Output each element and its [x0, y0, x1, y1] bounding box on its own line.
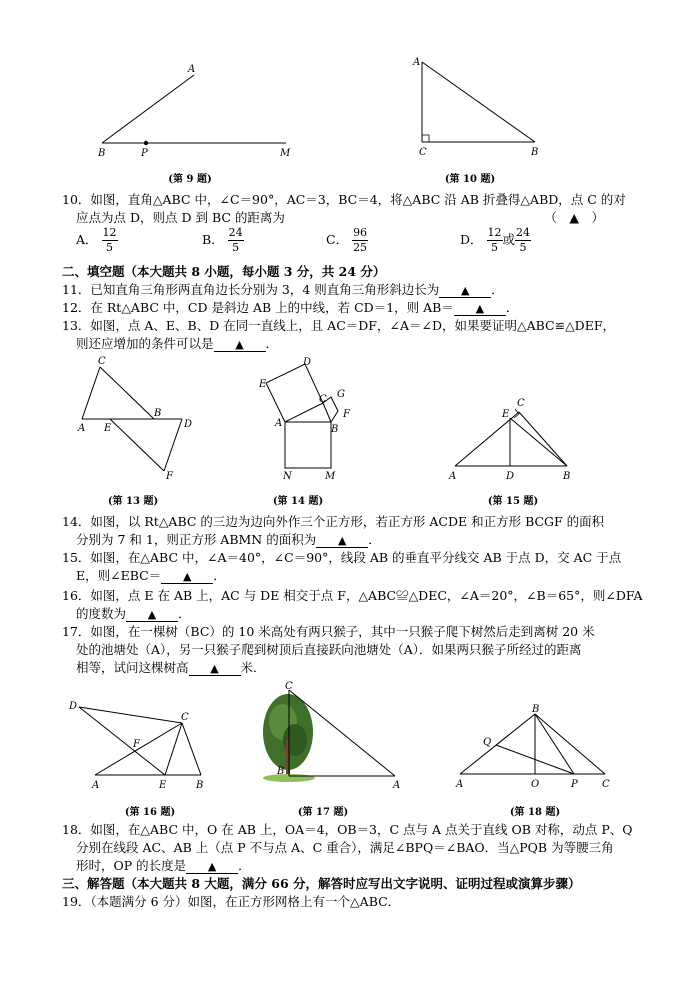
answer-blank: ▲: [186, 860, 238, 874]
svg-text:Q: Q: [483, 737, 492, 748]
label-B: B: [98, 148, 106, 159]
answer-blank: ▲: [126, 608, 178, 622]
q16-line2: 的度数为 ▲ ．: [76, 606, 191, 621]
option-a-fraction: $\frac{12}{5}$: [102, 226, 117, 254]
caption-18: (第 18 题): [509, 807, 561, 818]
label-C: C: [419, 147, 427, 158]
svg-text:B: B: [196, 780, 204, 791]
q10-options: [76, 226, 596, 264]
svg-text:D: D: [184, 419, 193, 430]
answer-blank: ▲: [454, 302, 506, 316]
q11: 11．已知直角三角形两直角边长分别为 3，4 则直角三角形斜边长为 ▲ ．: [62, 282, 504, 297]
svg-text:G: G: [337, 389, 345, 400]
option-c-fraction: $\frac{96}{25}$: [353, 226, 368, 254]
label-B: B: [531, 147, 539, 158]
svg-text:D: D: [506, 471, 515, 482]
figure-14: [255, 355, 365, 485]
section-3-heading: 三、解答题（本大题共 8 大题，满分 66 分，解答时应写出文字说明、证明过程或演算步骤）: [62, 876, 581, 891]
q15-line1: 15．如图，在△ABC 中，∠A＝40°，∠C＝90°，线段 AB 的垂直平分线交 AB 于点 D，交 AC 于点: [62, 550, 622, 565]
caption-9: (第 9 题): [168, 174, 212, 185]
option-b: B． $\frac{24}{5}$: [202, 226, 243, 254]
q13-line2: 则还应增加的条件可以是 ▲ ．: [76, 336, 279, 351]
svg-text:A: A: [92, 780, 100, 791]
svg-text:M: M: [325, 471, 336, 482]
q18-line2: 分别在线段 AC、AB 上（点 P 不与点 A、C 重合），满足∠BPQ＝∠BAO．当△PQB 为等腰三角: [76, 840, 614, 855]
q17-line2: 处的池塘处（A），另一只猴子爬到树顶后直接跃向池塘处（A）．如果两只猴子所经过的距离: [76, 642, 582, 657]
option-b-fraction: $\frac{24}{5}$: [228, 226, 243, 254]
figure-13: [70, 355, 200, 485]
label-A: A: [188, 64, 196, 75]
svg-text:F: F: [133, 739, 140, 750]
figure-17: [255, 680, 405, 795]
svg-text:B: B: [331, 424, 339, 435]
caption-16: (第 16 题): [124, 807, 176, 818]
q18-line1: 18．如图，在△ABC 中，O 在 AB 上，OA＝4，OB＝3，C 点与 A 点关于直线 OB 对称，动点 P、Q: [62, 822, 633, 837]
figure-10: [405, 55, 555, 160]
label-P: P: [141, 148, 148, 159]
svg-text:P: P: [571, 779, 578, 790]
q14-line1: 14．如图，以 Rt△ABC 的三边为边向外作三个正方形，若正方形 ACDE 和正方形 BCGF 的面积: [62, 514, 605, 529]
svg-text:D: D: [69, 701, 78, 712]
q18-line3: 形时，OP 的长度是 ▲ ．: [76, 858, 251, 873]
q16-line1: 16．如图，点 E 在 AB 上，AC 与 DE 相交于点 F，△ABC≌△DEC，∠A＝20°，∠B＝65°，则∠DFA: [62, 588, 643, 603]
svg-text:O: O: [531, 779, 540, 790]
answer-blank: ▲: [439, 284, 491, 298]
svg-text:B: B: [563, 471, 571, 482]
svg-text:A: A: [449, 471, 457, 482]
svg-text:C: C: [602, 779, 610, 790]
caption-10: (第 10 题): [444, 174, 496, 185]
svg-text:C: C: [319, 394, 327, 405]
caption-13: (第 13 题): [107, 496, 159, 507]
caption-14: (第 14 题): [272, 496, 324, 507]
svg-text:B: B: [277, 766, 285, 777]
option-c: C． $\frac{96}{25}$: [326, 226, 368, 254]
q15-line2: E，则∠EBC＝ ▲ ．: [76, 568, 226, 583]
svg-text:B: B: [532, 704, 540, 715]
svg-text:A: A: [456, 779, 464, 790]
svg-text:E: E: [502, 409, 510, 420]
caption-17: (第 17 题): [297, 807, 349, 818]
answer-blank: ▲: [316, 534, 368, 548]
option-d: D． $\frac{12}{5}$ 或 $\frac{24}{5}$: [460, 226, 531, 254]
q19: 19．（本题满分 6 分）如图，在正方形网格上有一个△ABC．: [62, 894, 401, 909]
q10-line1: 10．如图，直角△ABC 中，∠C＝90°，AC＝3，BC＝4，将△ABC 沿 AB 折叠得△ABD，点 C 的对: [62, 192, 626, 207]
q10-line2-text: 应点为点 D，则点 D 到 BC 的距离为: [76, 210, 285, 225]
svg-text:A: A: [275, 418, 283, 429]
svg-text:B: B: [154, 408, 162, 419]
answer-blank: ▲: [214, 338, 266, 352]
svg-text:C: C: [98, 356, 106, 367]
svg-text:N: N: [283, 471, 292, 482]
q17-line3: 相等，试问这棵树高 ▲ 米．: [76, 660, 266, 675]
caption-15: (第 15 题): [487, 496, 539, 507]
figure-9: [90, 60, 300, 160]
answer-blank: ▲: [161, 570, 213, 584]
q14-line2: 分别为 7 和 1，则正方形 ABMN 的面积为 ▲ ．: [76, 532, 381, 547]
q12: 12．在 Rt△ABC 中，CD 是斜边 AB 上的中线，若 CD＝1，则 AB＝ ▲ ．: [62, 300, 519, 315]
figure-15: [445, 390, 585, 485]
svg-text:C: C: [285, 681, 293, 692]
q10-line2: [76, 209, 656, 227]
svg-text:F: F: [166, 471, 173, 482]
q10-answer-paren: （ ▲ ）: [544, 210, 604, 225]
svg-text:E: E: [259, 379, 267, 390]
answer-blank: ▲: [189, 662, 241, 676]
q13-line1: 13．如图，点 A、E、B、D 在同一直线上，且 AC＝DF，∠A＝∠D，如果要证明△ABC≌△DEF，: [62, 318, 615, 333]
svg-text:C: C: [517, 398, 525, 409]
svg-text:C: C: [181, 712, 189, 723]
svg-text:E: E: [104, 423, 112, 434]
svg-text:D: D: [303, 357, 312, 368]
label-M: M: [280, 148, 291, 159]
option-a: A． $\frac{12}{5}$: [76, 226, 117, 254]
svg-text:A: A: [78, 423, 86, 434]
figure-16: [65, 695, 215, 795]
label-A: A: [413, 57, 421, 68]
svg-text:E: E: [159, 780, 167, 791]
svg-text:F: F: [343, 409, 350, 420]
q17-line1: 17．如图，在一棵树（BC）的 10 米高处有两只猴子，其中一只猴子爬下树然后走到离树 20 米: [62, 624, 595, 639]
svg-text:A: A: [393, 780, 401, 791]
section-2-heading: 二、填空题（本大题共 8 小题，每小题 3 分，共 24 分）: [62, 264, 386, 279]
figure-18: [450, 700, 620, 795]
